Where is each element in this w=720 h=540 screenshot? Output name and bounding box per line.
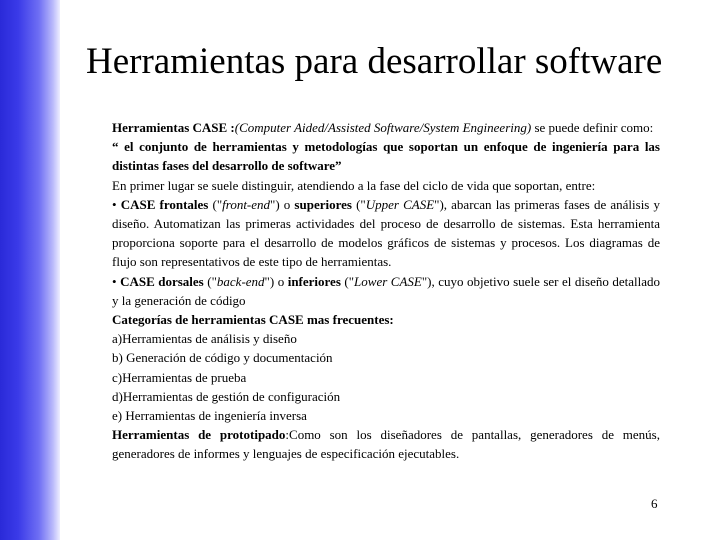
category-item: e) Herramientas de ingeniería inversa <box>112 408 307 424</box>
intro-term: (Computer Aided/Assisted Software/System Engineering) <box>234 120 532 135</box>
page-number: 6 <box>651 496 658 511</box>
definition-paragraph <box>112 137 660 175</box>
frontales-label: CASE frontales <box>120 196 209 212</box>
dorsales-text-3: (" <box>340 273 355 289</box>
prototipado-label: Herramientas de prototipado <box>112 427 286 443</box>
dorsales-label: CASE dorsales <box>120 273 204 289</box>
sidebar-gradient-bar <box>0 0 60 540</box>
category-item: a)Herramientas de análisis y diseño <box>112 331 297 347</box>
frontales-text-2: ") o <box>270 196 295 212</box>
dorsales-text-1: (" <box>203 273 217 289</box>
frontales-term-1: front-end <box>222 196 271 212</box>
slide-title: Herramientas para desarrollar software <box>86 41 663 82</box>
frontales-term-2: Upper CASE <box>365 196 435 212</box>
categories-heading <box>112 310 660 329</box>
dorsales-text-2: ") o <box>264 273 288 289</box>
dorsales-term-1: back-end <box>216 273 265 289</box>
prototipado-paragraph <box>112 425 660 463</box>
bullet: • <box>112 196 121 212</box>
inferiores-label: inferiores <box>287 273 341 289</box>
intro-rest: se puede definir como: <box>531 120 654 135</box>
slide-body <box>112 118 660 464</box>
category-item: d)Herramientas de gestión de configuración <box>112 388 341 404</box>
distinguish-paragraph: En primer lugar se suele distinguir, atendiendo a la fase del ciclo de vida que soportan, entre: <box>112 177 596 193</box>
dorsales-term-2: Lower CASE <box>354 273 422 289</box>
frontales-text-1: (" <box>208 196 223 212</box>
prototipado-text: :Como son los diseñadores de pantallas, generadores de menús, generadores de informes y lenguajes de especificación ejecutables. <box>112 427 660 462</box>
frontales-text-3: (" <box>351 196 366 212</box>
superiores-label: superiores <box>294 196 352 212</box>
frontales-text-4: "), abarcan las primeras fases de análisis y diseño. Automatizan las primeras actividades del proceso de desarrollo de sistemas. Esta herramienta proporciona soporte para el desarrollo de modelos gráficos de sistemas y procesos. Los diagramas de flujo son representativos de este tipo de herramientas. <box>112 196 660 270</box>
intro-paragraph <box>112 118 660 137</box>
bullet: • <box>112 273 121 289</box>
definition-text: “ el conjunto de herramientas y metodologías que soportan un enfoque de ingeniería para las distintas fases del desarrollo de software” <box>112 139 660 174</box>
category-item: c)Herramientas de prueba <box>112 369 247 385</box>
dorsales-text-4: "), cuyo objetivo suele ser el diseño detallado y la generación de código <box>112 273 660 308</box>
intro-label: Herramientas CASE : <box>112 120 235 135</box>
category-item: b) Generación de código y documentación <box>112 350 333 366</box>
dorsales-paragraph <box>112 272 660 310</box>
categories-heading-text: Categorías de herramientas CASE mas frecuentes: <box>112 312 394 328</box>
frontales-paragraph <box>112 195 660 272</box>
